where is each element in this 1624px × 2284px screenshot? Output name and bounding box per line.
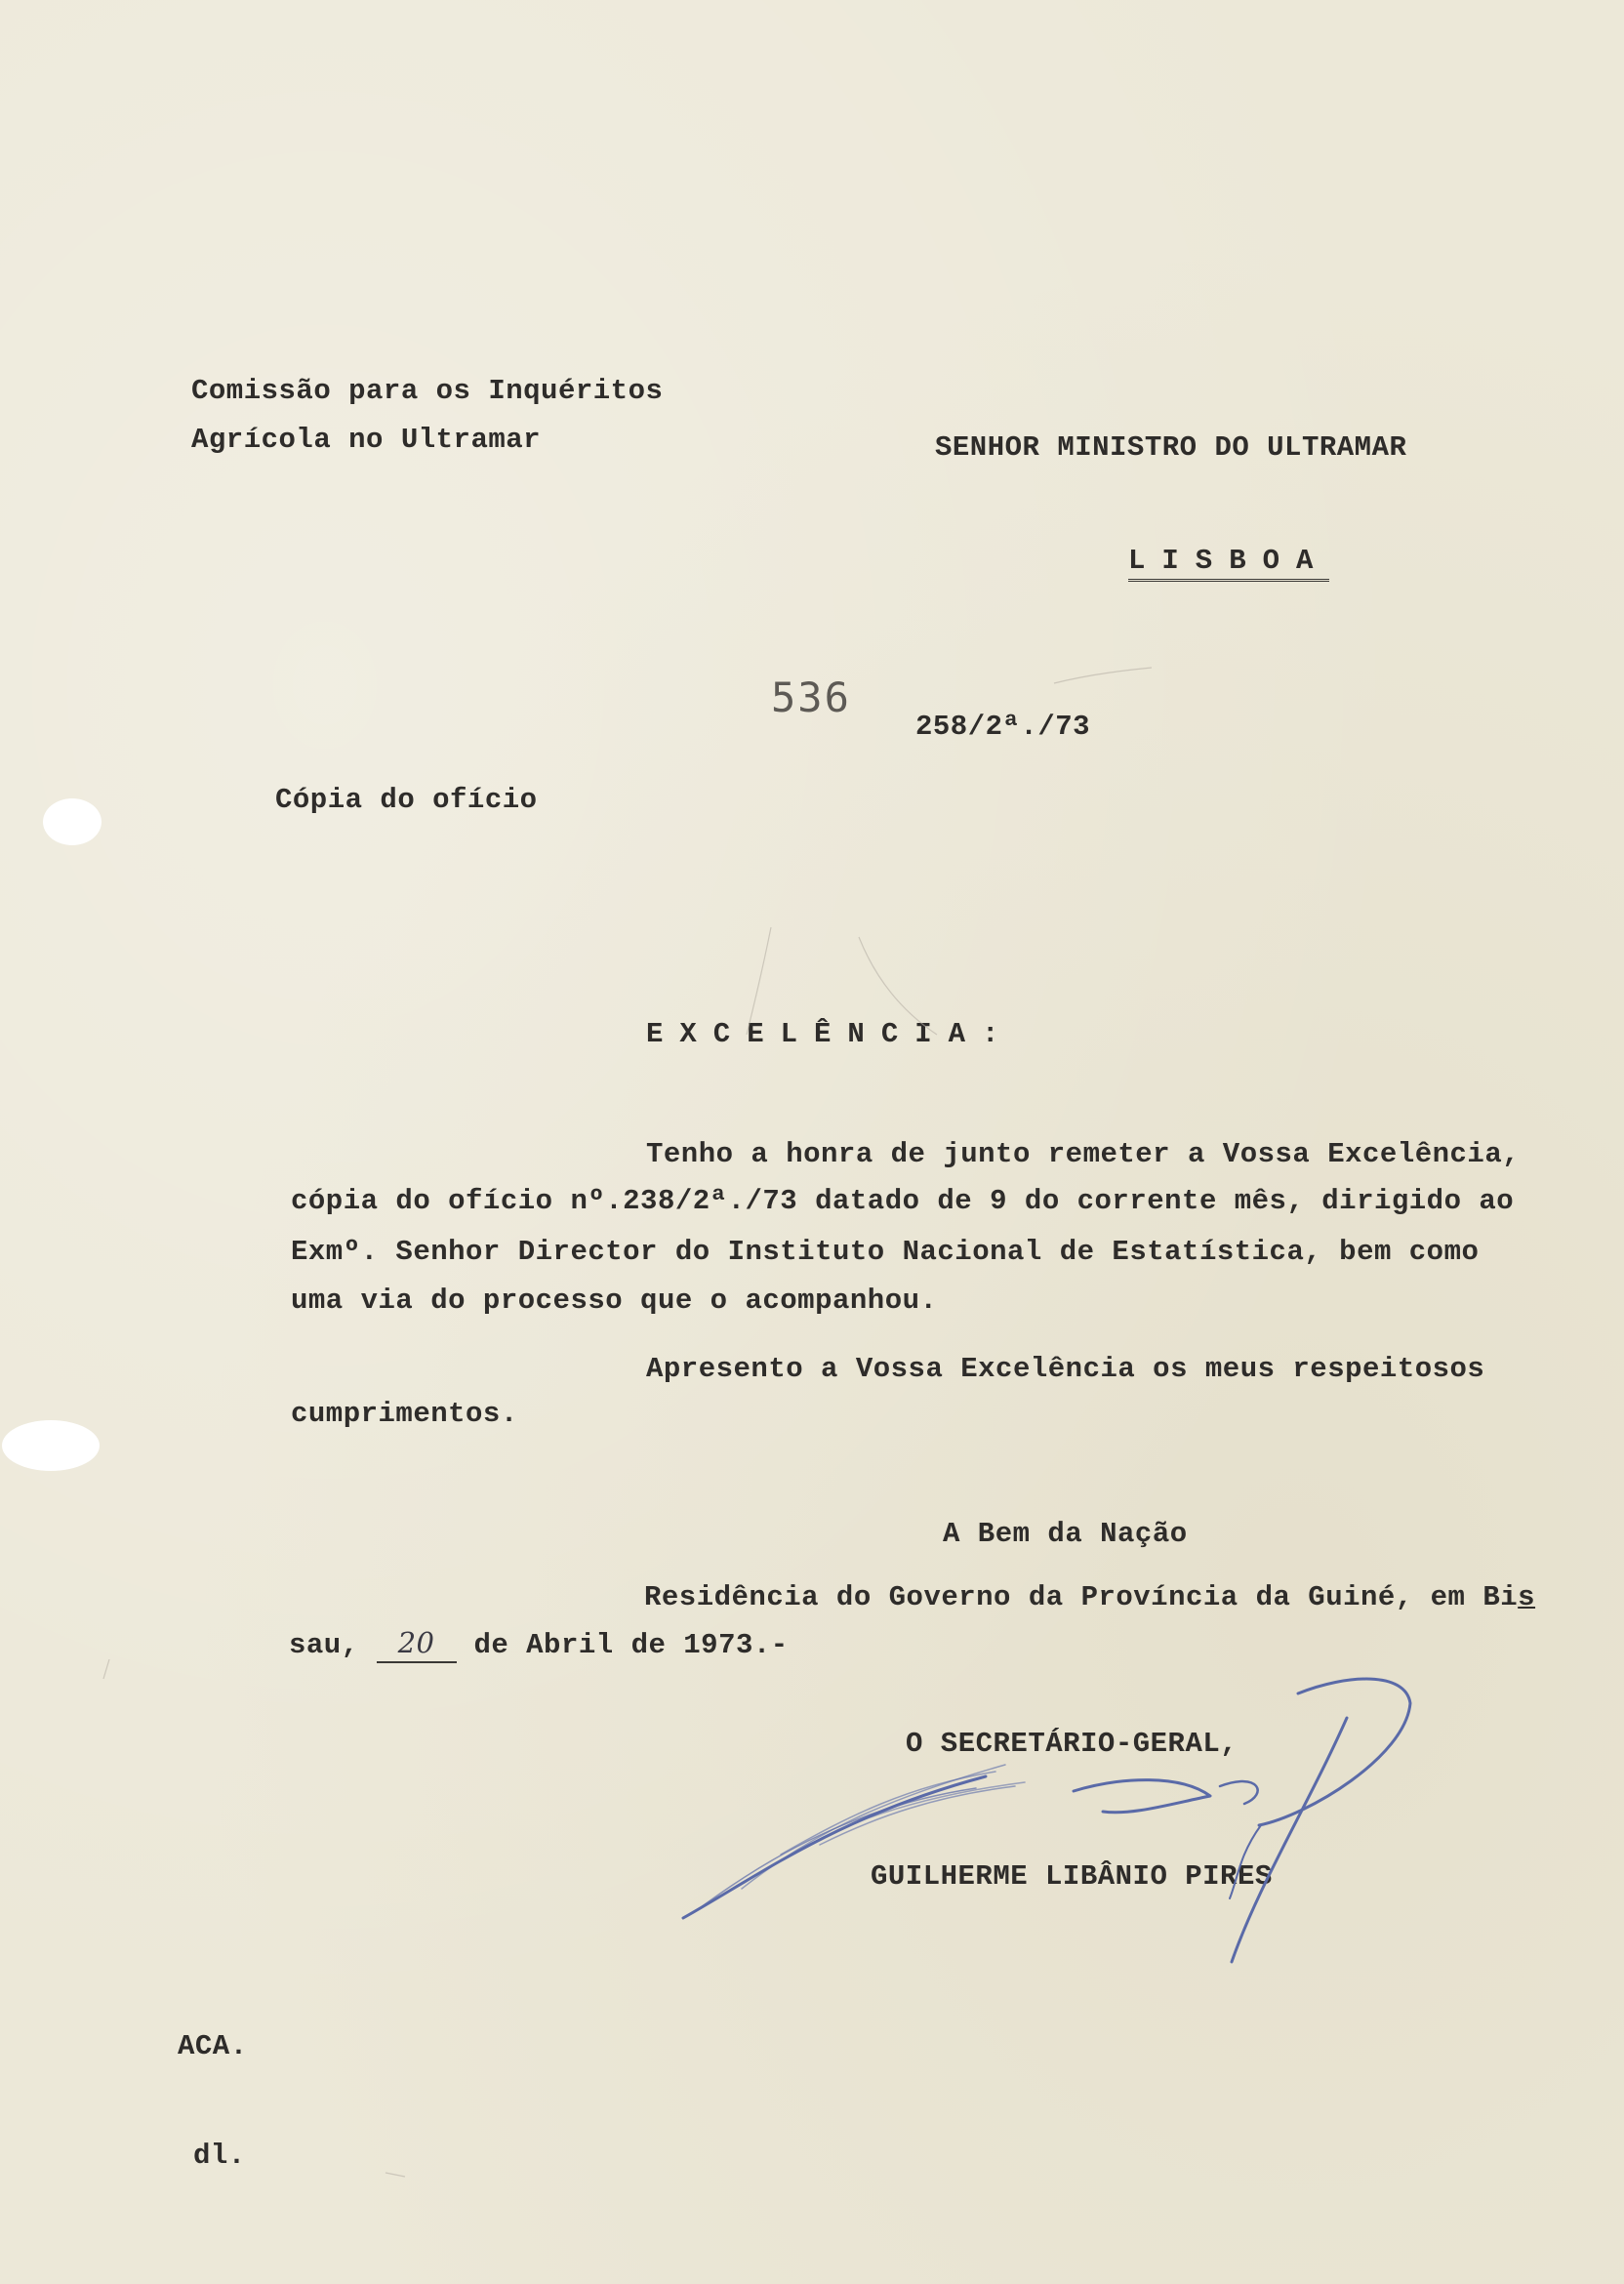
closing-place-line1-end: s	[1518, 1581, 1536, 1613]
closing-motto: A Bem da Nação	[943, 1518, 1188, 1550]
sender-line-1: Comissão para os Inquéritos	[191, 375, 664, 407]
subject-line: Cópia do ofício	[275, 784, 538, 816]
office-reference: 258/2ª./73	[915, 711, 1091, 743]
closing-place-line2-start: sau,	[289, 1629, 359, 1661]
footer-initials-2: dl.	[193, 2140, 246, 2172]
date-day-handwritten: 20	[397, 1626, 435, 1659]
body-p2-line1: Apresento a Vossa Excelência os meus respeitosos	[646, 1353, 1485, 1385]
body-p1-line1: Tenho a honra de junto remeter a Vossa Excelência,	[646, 1138, 1521, 1170]
closing-place-line1-text: Residência do Governo da Província da Guiné, em Bi	[644, 1581, 1519, 1613]
signatory-name: GUILHERME LIBÂNIO PIRES	[871, 1860, 1273, 1893]
recipient-title: SENHOR MINISTRO DO ULTRAMAR	[935, 431, 1407, 464]
closing-place-line2-end: de Abril de 1973.-	[473, 1629, 789, 1661]
salutation: EXCELÊNCIA:	[646, 1018, 1016, 1050]
recipient-city-text: LISBOA	[1128, 545, 1329, 582]
stamp-number: 536	[771, 673, 851, 721]
sender-line-2: Agrícola no Ultramar	[191, 424, 542, 456]
body-p1-line2: cópia do ofício nº.238/2ª./73 datado de 9 do corrente mês, dirigido ao	[291, 1185, 1515, 1217]
footer-initials-1: ACA.	[178, 2030, 248, 2062]
body-p1-line4: uma via do processo que o acompanhou.	[291, 1285, 938, 1317]
body-p1-line3: Exmº. Senhor Director do Instituto Nacional de Estatística, bem como	[291, 1236, 1480, 1268]
signatory-role: O SECRETÁRIO-GERAL,	[906, 1728, 1238, 1760]
body-p2-line2: cumprimentos.	[291, 1398, 518, 1430]
